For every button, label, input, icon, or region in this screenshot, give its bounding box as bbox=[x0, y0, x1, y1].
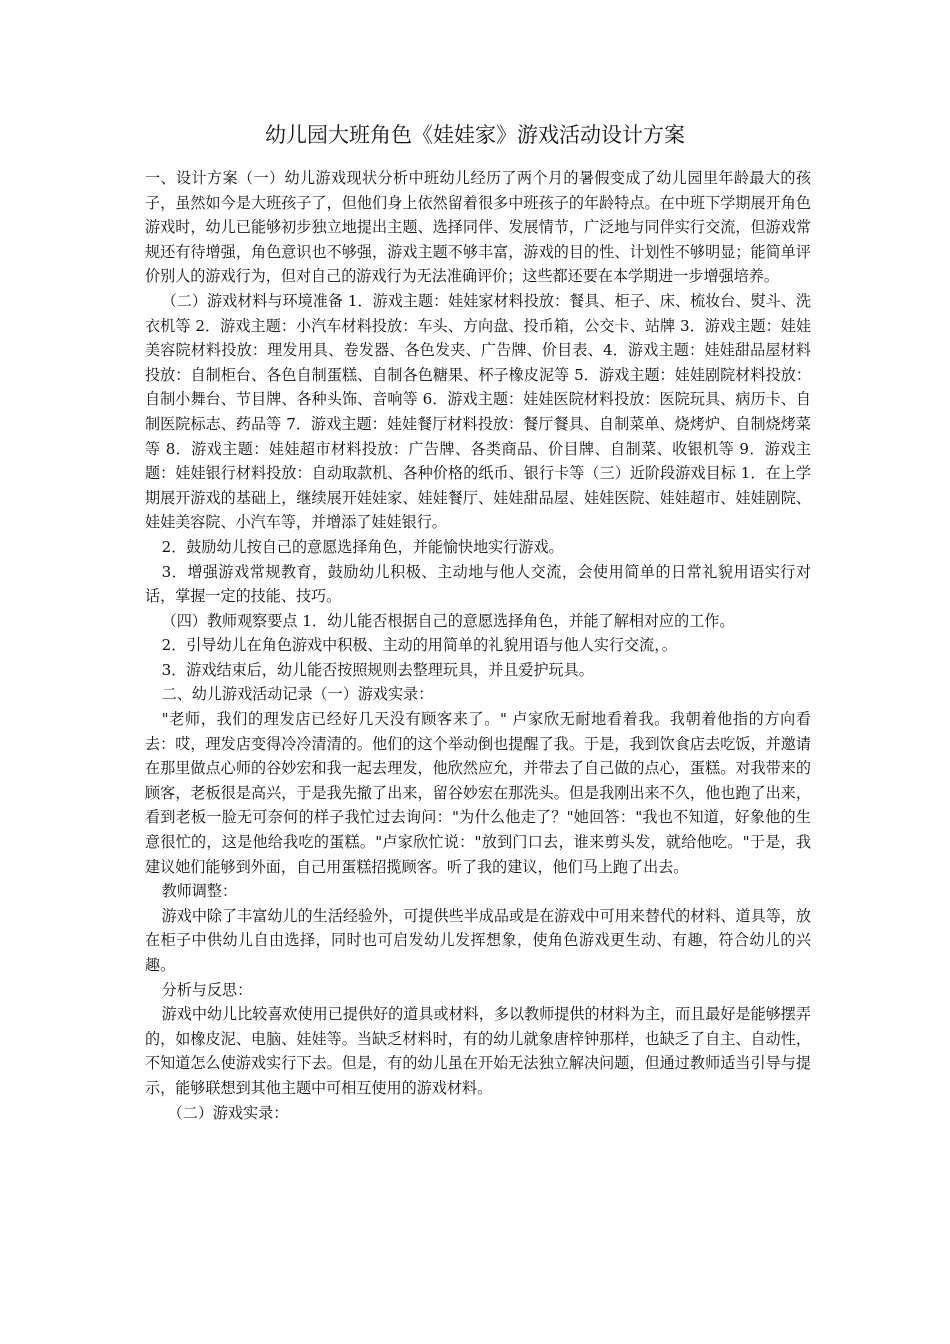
paragraph-analysis-reflection: 游戏中幼儿比较喜欢使用已提供好的道具或材料，多以教师提供的材料为主，而且最好是能够摆弄的，如橡皮泥、电脑、娃娃等。当缺乏材料时，有的幼儿就象唐梓钟那样，也缺乏了自主、自动性，不知道怎么使游戏实行下去。但是，有的幼儿虽在开始无法独立解决问题，但通过教师适当引导与提示，能够联想到其他主题中可相互使用的游戏材料。 bbox=[145, 1005, 811, 1097]
paragraph-teacher-adjustment: 游戏中除了丰富幼儿的生活经验外，可提供些半成品或是在游戏中可用来替代的材料、道具等，放在柜子中供幼儿自由选择，同时也可启发幼儿发挥想象，使角色游戏更生动、有趣，符合幼儿的兴趣。 bbox=[145, 906, 811, 974]
paragraph-observation-3: 3．游戏结束后，幼儿能否按照规则去整理玩具，并且爱护玩具。 bbox=[161, 660, 594, 679]
paragraph-materials: （二）游戏材料与环境准备 1．游戏主题：娃娃家材料投放：餐具、柜子、床、梳妆台、熨斗、洗衣机等 2．游戏主题：小汽车材料投放：车头、方向盘、投币箱，公交卡、站牌 3．游戏主题：娃娃美容院材料投放：理发用具、卷发器、各色发夹、广告牌、价目表、4．游戏主题：娃娃甜品屋材料投放：自制柜台、各色自制蛋糕、自制各色糖果、杯子橡皮泥等 5．游戏主题：娃娃剧院材料投放：自制小舞台、节目牌、各种头饰、音响等 6．游戏主题：娃娃医院材料投放：医院玩具、病历卡、自制医院标志、药品等 7．游戏主题：娃娃餐厅材料投放：餐厅餐具、自制菜单、烧烤炉、自制烧烤菜等 8．游戏主题：娃娃超市材料投放：广告牌、各类商品、价目牌、自制菜、收银机等 9．游戏主题：娃娃银行材料投放：自动取款机、各种价格的纸币、银行卡等（三）近阶段游戏目标 1．在上学期展开游戏的基础上，继续展开娃娃家、娃娃餐厅、娃娃甜品屋、娃娃医院、娃娃超市、娃娃剧院、娃娃美容院、小汽车等，并增添了娃娃银行。 bbox=[145, 291, 811, 532]
document-body bbox=[145, 166, 811, 1125]
document-title: 幼儿园大班角色《娃娃家》游戏活动设计方案 bbox=[265, 123, 685, 147]
label-analysis-reflection: 分析与反思： bbox=[161, 980, 253, 999]
paragraph-record-1: "老师，我们的理发店已经好几天没有顾客来了。" 卢家欣无耐地看着我。我朝着他指的方向看去：哎，理发店变得冷冷清清的。他们的这个举动倒也提醒了我。于是，我到饮食店去吃饭，并邀请在那里做点心师的谷妙宏和我一起去理发，他欣然应允，并带去了自己做的点心，蛋糕。对我带来的顾客，老板很是高兴，于是我先撤了出来，留谷妙宏在那洗头。但是我刚出来不久，他也跑了出来，看到老板一脸无可奈何的样子我忙过去询问："为什么他走了？"她回答："我也不知道，好象他的生意很忙的，这是他给我吃的蛋糕。"卢家欣忙说："放到门口去，谁来剪头发，就给他吃。"于是，我建议她们能够到外面，自己用蛋糕招揽顾客。听了我的建议，他们马上跑了出去。 bbox=[145, 710, 811, 876]
paragraph-observation-2: 2．引导幼儿在角色游戏中积极、主动的用简单的礼貌用语与他人实行交流，。 bbox=[161, 636, 677, 655]
paragraph-design-plan: 一、设计方案（一）幼儿游戏现状分析中班幼儿经历了两个月的暑假变成了幼儿园里年龄最大的孩子，虽然如今是大班孩子了，但他们身上依然留着很多中班孩子的年龄特点。在中班下学期展开角色游戏时，幼儿已能够初步独立地提出主题、选择同伴、发展情节，广泛地与同伴实行交流，但游戏常规还有待增强，角色意识也不够强，游戏主题不够丰富，游戏的目的性、计划性不够明显；能简单评价别人的游戏行为，但对自己的游戏行为无法准确评价；这些都还要在本学期进一步增强培养。 bbox=[145, 169, 811, 286]
label-teacher-adjustment: 教师调整： bbox=[161, 882, 238, 901]
section-heading-activity-record: 二、幼儿游戏活动记录（一）游戏实录： bbox=[161, 685, 434, 704]
section-heading-record-2: （二）游戏实录： bbox=[167, 1103, 289, 1122]
paragraph-observation-1: （四）教师观察要点 1．幼儿能否根据自己的意愿选择角色，并能了解相对应的工作。 bbox=[161, 611, 735, 630]
paragraph-goal-3: 3．增强游戏常规教育，鼓励幼儿积极、主动地与他人交流，会使用简单的日常礼貌用语实行对话，掌握一定的技能、技巧。 bbox=[145, 562, 811, 606]
paragraph-goal-2: 2．鼓励幼儿按自己的意愿选择角色，并能愉快地实行游戏。 bbox=[161, 537, 564, 556]
